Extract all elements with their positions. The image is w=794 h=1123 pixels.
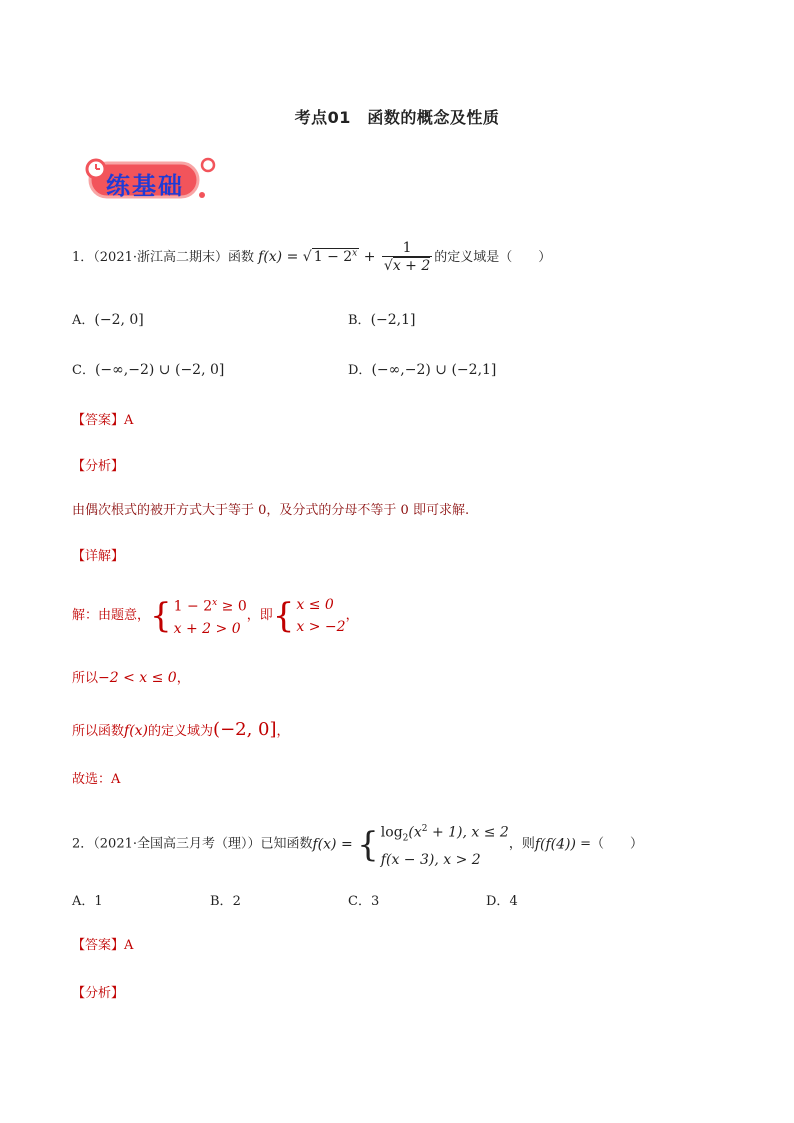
q1-radicand-base: 1 − 2 xyxy=(313,249,353,265)
q1-option-c-value: (−∞,−2) ∪ (−2, 0] xyxy=(94,362,225,378)
q1-solution-end: ， xyxy=(345,607,359,623)
q1-frac-num: 1 xyxy=(402,240,412,256)
q1-radicand xyxy=(312,248,360,265)
section-banner xyxy=(80,155,220,205)
q2-equals: = xyxy=(336,836,358,853)
q1-step2-end: ， xyxy=(176,671,190,686)
q1-solution-prefix: 解：由题意， xyxy=(72,607,151,623)
q1-option-c-label: C． xyxy=(72,363,95,378)
q2-option-d-value: 4 xyxy=(509,894,518,909)
q1-sys2-a: x ≤ 0 xyxy=(296,596,334,613)
q1-sys1-a-exp: x xyxy=(212,598,218,608)
q1-frac-den: x + 2 xyxy=(392,258,431,274)
q2-piecewise xyxy=(381,818,509,871)
q2-case1-log: log xyxy=(380,824,403,841)
q2-option-b-label: B． xyxy=(210,894,233,909)
q1-step3-prefix: 所以函数 xyxy=(72,724,125,739)
q1-step2-math: −2 < x ≤ 0 xyxy=(98,670,177,686)
q2-case2: f(x − 3), x > 2 xyxy=(380,852,481,869)
question-1: 1．（2021·浙江高二期末）函数 f(x) = √ $1 - 2^x$ + $\frac{1}{√x + 2}$ 的定义域是（ ） xyxy=(72,240,552,274)
page-title: 考点01 函数的概念及性质 xyxy=(294,108,500,127)
q1-step3-value: (−2, 0] xyxy=(213,719,277,740)
q1-option-b xyxy=(348,310,415,331)
q2-option-a-value: 1 xyxy=(94,894,103,909)
q2-answer-value: A xyxy=(124,938,134,953)
q2-function: f(x) xyxy=(312,836,337,853)
q1-option-b-label: B． xyxy=(348,313,371,328)
q2-option-a-label: A． xyxy=(72,894,95,909)
q2-option-d xyxy=(486,892,518,912)
q1-option-d-label: D． xyxy=(348,363,372,378)
q1-brace-2: { xyxy=(272,595,295,636)
q2-number: 2． xyxy=(72,836,94,852)
q1-option-a-label: A． xyxy=(72,313,95,328)
q1-option-c xyxy=(72,360,224,381)
q2-option-b-value: 2 xyxy=(232,894,241,909)
q1-solution-mid: ，即 xyxy=(246,607,273,623)
q1-answer-tag: 【答案】 xyxy=(72,413,125,428)
q2-ask-end: =（ ） xyxy=(575,836,644,852)
q2-case1-base: 2 xyxy=(402,833,409,844)
q1-number: 1． xyxy=(72,250,94,265)
q1-sys1-a: 1 − 2 xyxy=(173,598,213,615)
q2-option-c-value: 3 xyxy=(370,894,380,909)
q2-ask: f(f(4)) xyxy=(534,836,576,853)
q1-option-d xyxy=(348,360,496,381)
q1-plus: + xyxy=(359,249,380,265)
q1-function: f(x) xyxy=(258,249,283,265)
q2-option-a xyxy=(72,892,103,912)
q1-option-a xyxy=(72,310,144,331)
q2-option-c-label: C． xyxy=(348,894,371,909)
q1-step3-end: ， xyxy=(276,724,290,739)
q1-source: （2021·浙江高二期末）函数 xyxy=(93,250,254,265)
q1-analysis: 由偶次根式的被开方式大于等于 0，及分式的分母不等于 0 即可求解. xyxy=(72,503,470,518)
q2-option-b xyxy=(210,892,241,912)
q1-sys2-b: x > −2 xyxy=(296,618,346,635)
q1-step3-mid: 的定义域为 xyxy=(148,724,214,739)
q1-system-2 xyxy=(296,594,345,638)
q2-source: （2021·全国高三月考（理））已知函数 xyxy=(93,836,313,852)
q1-solution xyxy=(72,592,359,640)
q2-brace: { xyxy=(357,824,379,865)
q1-step-2 xyxy=(72,668,190,689)
q2-then: ，则 xyxy=(508,836,535,852)
q1-answer-value: A xyxy=(124,413,134,428)
q2-analysis-tag: 【分析】 xyxy=(72,986,125,1001)
q2-option-c xyxy=(348,892,379,912)
q1-option-a-value: (−2, 0] xyxy=(94,312,144,328)
q1-tail: 的定义域是（ ） xyxy=(434,250,552,265)
q2-case1-exp: 2 xyxy=(421,824,428,834)
q1-radicand-exp: x xyxy=(352,248,358,259)
q1-sys1-b: x + 2 > 0 xyxy=(173,620,241,637)
q1-equals: = xyxy=(282,249,303,265)
q1-option-b-value: (−2,1] xyxy=(370,312,416,328)
q1-system-1 xyxy=(174,592,247,640)
q1-step-3 xyxy=(72,720,290,742)
q2-answer-tag: 【答案】 xyxy=(72,938,125,953)
q2-option-d-label: D． xyxy=(486,894,510,909)
q1-brace-1: { xyxy=(150,595,172,636)
question-2 xyxy=(72,818,643,871)
q2-case1-cond: + 1), x ≤ 2 xyxy=(427,824,509,841)
q1-step2-prefix: 所以 xyxy=(72,671,99,686)
q1-answer xyxy=(72,411,133,431)
q1-fraction: $\frac{1}{√x + 2}$ xyxy=(383,240,431,274)
q1-detail-tag: 【详解】 xyxy=(72,549,125,564)
q2-answer xyxy=(72,936,133,956)
q1-option-d-value: (−∞,−2) ∪ (−2,1] xyxy=(371,362,497,378)
q2-case1-arg: (x xyxy=(408,824,422,841)
banner-label: 练基础 xyxy=(106,172,184,200)
q1-choose: 故选：A xyxy=(72,772,121,787)
q1-analysis-tag: 【分析】 xyxy=(72,459,125,474)
q1-sys1-a-tail: ≥ 0 xyxy=(217,598,247,615)
q1-step3-function: f(x) xyxy=(124,723,149,739)
